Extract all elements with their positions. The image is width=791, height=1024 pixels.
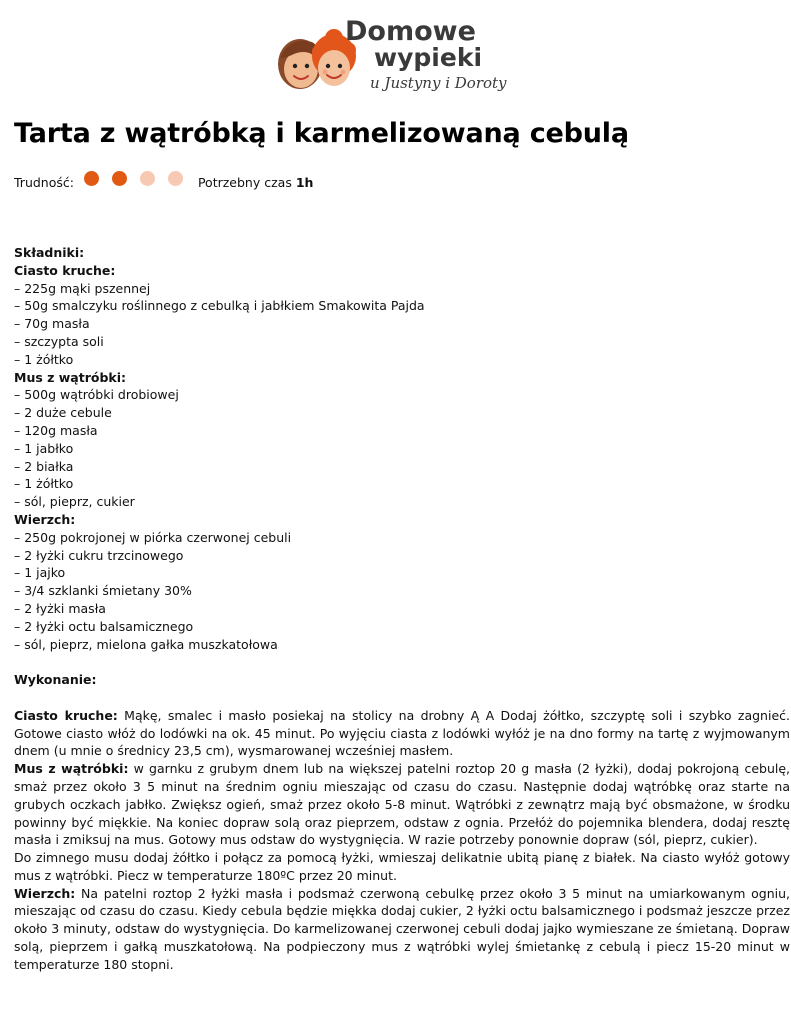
ingredient-item: – 70g masła xyxy=(14,316,90,332)
logo-text-line2: wypieki xyxy=(374,43,483,72)
ingredient-item: – 1 jajko xyxy=(14,565,66,581)
ingredient-item: – 2 łyżki masła xyxy=(14,600,106,616)
difficulty-rating xyxy=(84,173,196,191)
time-label: Potrzebny czas xyxy=(197,174,292,190)
ingredient-item: – 2 duże cebule xyxy=(14,405,112,421)
step-text: w garnku z grubym dnem lub na większej patelni roztop 20 g masła (2 łyżki), dodaj pokrojoną cebulę, smaż przez około 3 5 minut na średnim ogniu mieszając od czasu do czasu. Następnie dodaj wątróbkę oraz starte na grubych oczkach jabłko. Zwiększ ogień, smaż przez około 5-8 minut. Wątróbki z zewnątrz mają być obsmażone, w środku powinny być miękkie. Na koniec dopraw solą oraz pieprzem, odstaw z ognia. Przełóż do pojemnika blendera, dodaj resztę masła i zmiksuj na mus. Gotowy mus odstaw do wystygnięcia. W razie potrzeby ponownie dopraw (sól, pieprz, cukier). xyxy=(14,761,790,848)
ingredient-item: – 2 łyżki octu balsamicznego xyxy=(14,618,194,634)
ingredient-item: – 50g smalczyku roślinnego z cebulką i jabłkiem Smakowita Pajda xyxy=(14,298,425,314)
site-logo xyxy=(270,8,520,100)
step-label: Wierzch: xyxy=(14,885,76,901)
recipe-meta xyxy=(14,172,313,192)
ingredient-item: – 225g mąki pszennej xyxy=(14,280,151,296)
method-step-mousse-continued xyxy=(14,849,790,885)
ingredient-item: – 120g masła xyxy=(14,422,98,438)
step-label: Mus z wątróbki: xyxy=(14,761,129,777)
ingredient-item: – 2 białka xyxy=(14,458,74,474)
ingredient-groups xyxy=(14,262,790,654)
logo-text-line3: u Justyny i Doroty xyxy=(370,74,507,92)
difficulty-dot-filled xyxy=(112,171,127,186)
difficulty-label: Trudność: xyxy=(14,174,74,190)
ingredient-item: – 250g pokrojonej w piórka czerwonej cebuli xyxy=(14,529,292,545)
ingredient-item: – sól, pieprz, mielona gałka muszkatołowa xyxy=(14,636,278,652)
ingredient-item: – 2 łyżki cukru trzcinowego xyxy=(14,547,184,563)
ingredient-group-title: Mus z wątróbki: xyxy=(14,369,127,385)
difficulty-dot-empty xyxy=(140,171,155,186)
ingredient-item: – 1 żółtko xyxy=(14,476,74,492)
method-step-mousse xyxy=(14,760,790,849)
method-step-topping xyxy=(14,885,790,974)
ingredient-item: – 3/4 szklanki śmietany 30% xyxy=(14,583,192,599)
recipe-content xyxy=(14,244,790,974)
time-value: 1h xyxy=(295,174,314,190)
ingredient-item: – szczypta soli xyxy=(14,333,104,349)
ingredient-item: – 500g wątróbki drobiowej xyxy=(14,387,179,403)
logo-text-line1: Domowe xyxy=(345,16,476,47)
step-label: Ciasto kruche: xyxy=(14,707,118,723)
step-text: Do zimnego musu dodaj żółtko i połącz za pomocą łyżki, wmieszaj delikatnie ubitą pianę z białek. Na ciasto wyłóż gotowy mus z wątróbki. Piecz w temperaturze 180ºC przez 20 minut. xyxy=(14,850,790,883)
difficulty-dot-filled xyxy=(84,171,99,186)
ingredient-item: – 1 żółtko xyxy=(14,351,74,367)
recipe-title: Tarta z wątróbką i karmelizowaną cebulą xyxy=(14,118,629,149)
step-text: Na patelni roztop 2 łyżki masła i podsmaż czerwoną cebulkę przez około 3 5 minut na umiarkowanym ogniu, mieszając od czasu do czasu. Kiedy cebula będzie miękka dodaj cukier, 2 łyżki octu balsamicznego i podsmaż jeszcze przez około 3 minuty, odstaw do wystygnięcia. Do karmelizowanej czerwonej cebuli dodaj jajko wymieszane ze śmietaną. Dopraw solą, pieprzem i gałką muszkatołową. Na podpieczony mus z wątróbki wylej śmietankę z cebulą i piecz 15-20 minut w temperaturze 180 stopni. xyxy=(14,885,790,972)
ingredient-group-title: Wierzch: xyxy=(14,511,76,527)
difficulty-dot-empty xyxy=(168,171,183,186)
ingredient-item: – 1 jabłko xyxy=(14,440,74,456)
ingredient-item: – sól, pieprz, cukier xyxy=(14,494,135,510)
method-step-crust xyxy=(14,707,790,760)
step-text: Mąkę, smalec i masło posiekaj na stolicy na drobny Ą A Dodaj żółtko, szczyptę soli i szybko zagnieć. Gotowe ciasto włóż do lodówki na ok. 45 minut. Po wyjęciu ciasta z lodówki wyłóż je na dno formy na tartę z wyjmowanym dnem (u mnie o średnicy 23,5 cm), wysmarowanej wcześniej masłem. xyxy=(14,707,790,759)
ingredients-heading: Składniki: xyxy=(14,245,85,260)
ingredient-group-title: Ciasto kruche: xyxy=(14,262,116,278)
method-heading: Wykonanie: xyxy=(14,672,97,688)
